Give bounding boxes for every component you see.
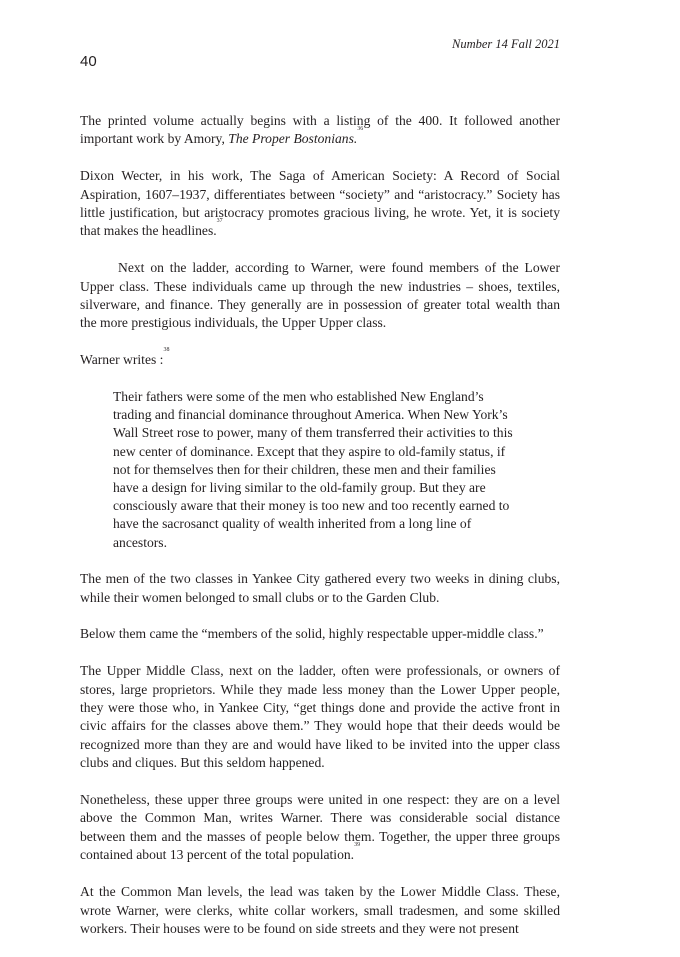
paragraph-warner-writes: [80, 347, 560, 369]
block-quote: Their fathers were some of the men who established New England’s trading and financial dominance throughout America. When New York’s Wall Street rose to power, many of them transferred their activities to this new center of dominance. Except that they aspire to old-family status, if not for themselves then for their children, these men and their families have a design for living similar to the old-family group. But they are consciously aware that their money is too new and too recently earned to have the sacrosanct quality of wealth inherited from a long line of ancestors.: [113, 389, 513, 550]
book-title: The Proper Bostonians.: [228, 131, 358, 147]
paragraph-common-man: At the Common Man levels, the lead was taken by the Lower Middle Class. These, wrote Warner, were clerks, white collar workers, small tradesmen, and some skilled workers. Their houses were to be found on side streets and they were not present: [80, 884, 560, 936]
paragraph-upper-middle-intro: Below them came the “members of the solid, highly respectable upper-middle class.”: [80, 626, 544, 642]
paragraph-amory: [80, 112, 560, 149]
paragraph-wecter: [80, 167, 560, 241]
footnote-ref: 36: [357, 126, 364, 133]
article-body: [80, 112, 560, 957]
paragraph-text: The printed volume actually begins with a listing of the 400. It followed another important work by Amory,: [80, 113, 560, 147]
paragraph-upper-three-groups: [80, 791, 560, 865]
footnote-ref: 39: [354, 842, 361, 849]
paragraph-upper-middle: The Upper Middle Class, next on the ladder, often were professionals, or owners of stores, large proprietors. While they made less money than the Lower Upper people, they were those who, in Yankee City, “get things done and provide the active front in civic affairs for the classes above them.” They would hope that their deeds would be recognized more than they are and would have liked to be invited into the upper class clubs and cliques. But this seldom happened.: [80, 663, 560, 771]
paragraph-text: Dixon Wecter, in his work, The Saga of American Society: A Record of Social Aspiration, 1607–1937, differentiates between “society” and “aristocracy.” Society has little justification, but aristocracy promotes gracious living, he wrote. Yet, it is society that makes the headlines.: [80, 168, 560, 239]
paragraph-text: Warner writes :: [80, 352, 164, 368]
page-number: 40: [80, 53, 97, 70]
paragraph-lower-upper: Next on the ladder, according to Warner, were found members of the Lower Upper class. These individuals came up through the new industries – shoes, textiles, silverware, and finance. They generally are in possession of greater total wealth than the more prestigious individuals, the Upper Upper class.: [80, 260, 560, 331]
footnote-ref: 38: [163, 347, 170, 354]
footnote-ref: 37: [216, 218, 223, 225]
journal-issue-header: Number 14 Fall 2021: [452, 37, 560, 51]
paragraph-dining-clubs: The men of the two classes in Yankee City gathered every two weeks in dining clubs, while their women belonged to small clubs or to the Garden Club.: [80, 571, 560, 605]
paragraph-text: Nonetheless, these upper three groups were united in one respect: they are on a level above the Common Man, writes Warner. There was considerable social distance between them and the masses of people below them. Together, the upper three groups contained about 13 percent of the total population.: [80, 792, 560, 863]
